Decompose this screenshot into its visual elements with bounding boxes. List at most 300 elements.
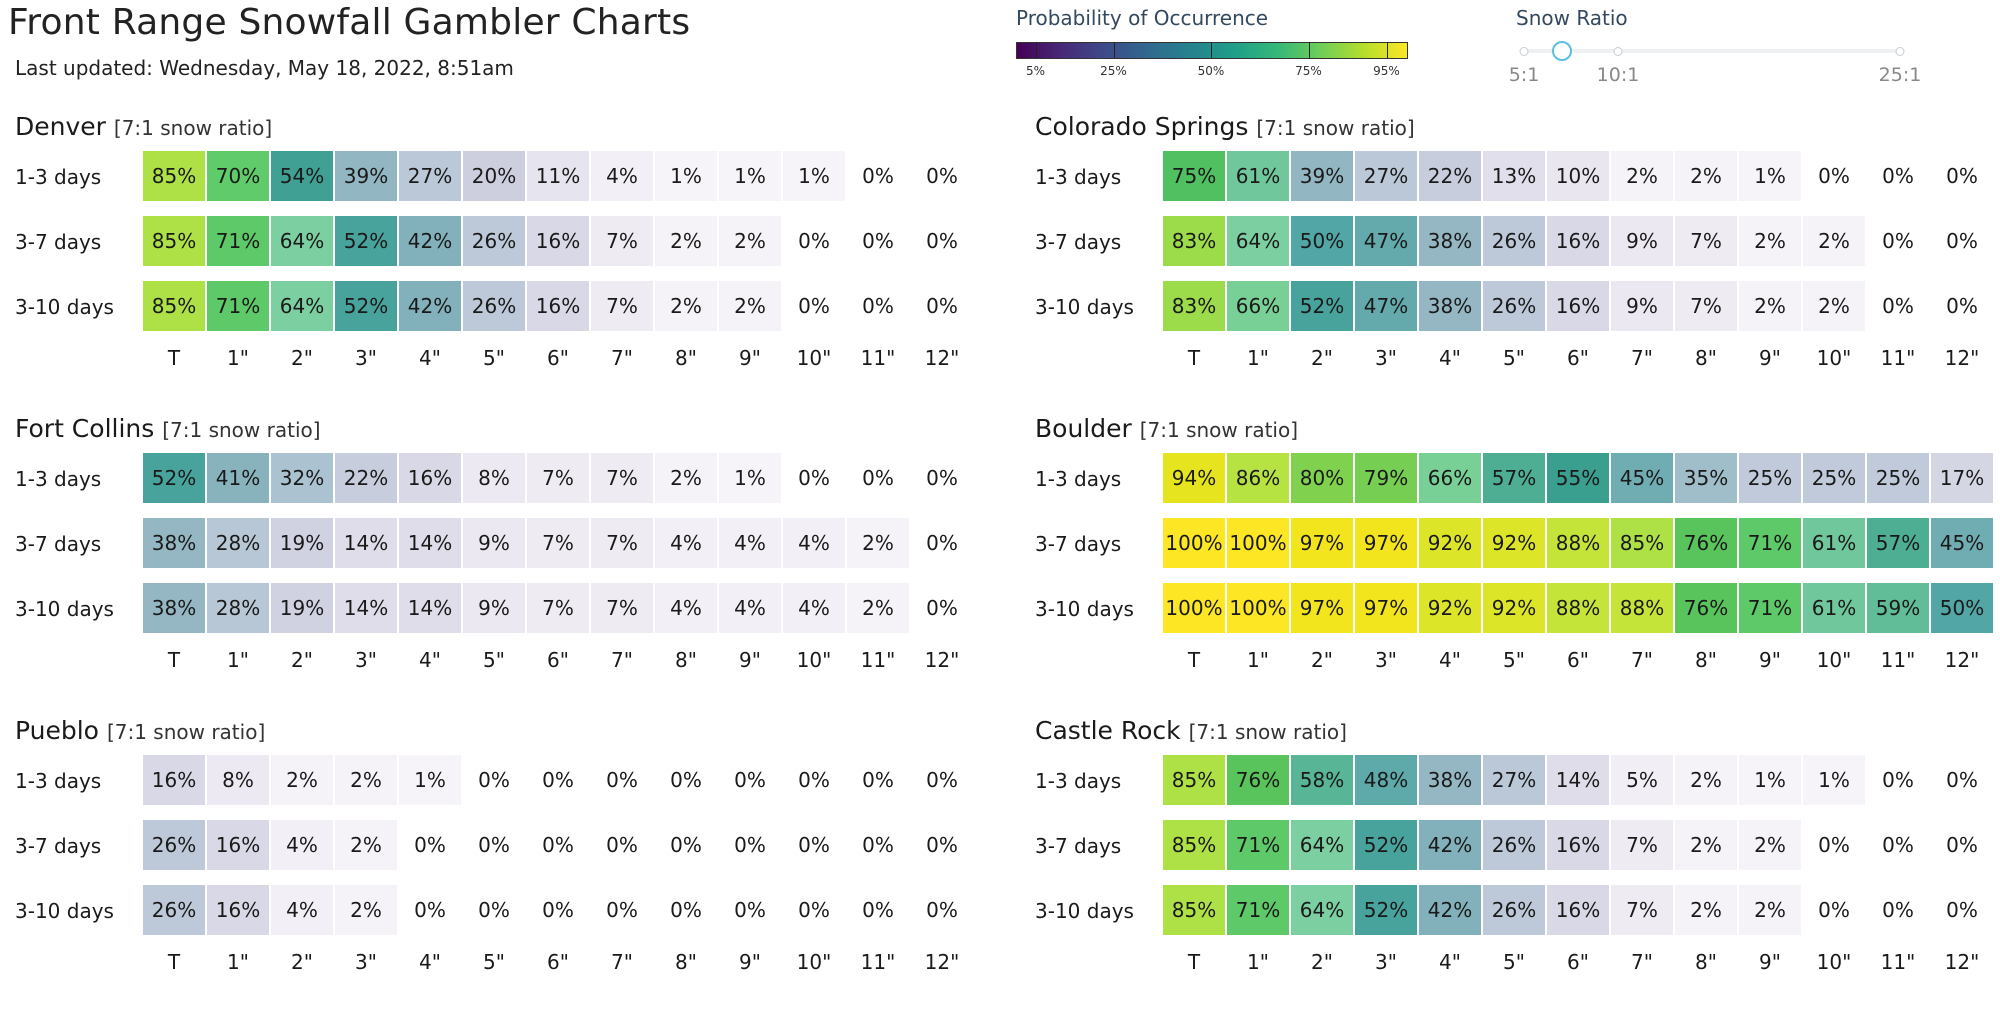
ratio-note: [7:1 snow ratio] [162, 418, 321, 442]
heatmap-cell: 94% [1163, 453, 1225, 503]
heatmap-cell: 4% [655, 518, 717, 568]
heatmap-cell: 88% [1547, 518, 1609, 568]
heatmap-cell: 64% [271, 281, 333, 331]
heatmap-cell: 64% [271, 216, 333, 266]
heatmap-cell: 0% [734, 898, 766, 922]
legend-tick-label: 95% [1373, 64, 1400, 78]
legend-tick [1036, 42, 1037, 58]
heatmap-cell: 0% [798, 768, 830, 792]
heatmap-cell: 0% [926, 768, 958, 792]
heatmap-cell: 26% [463, 216, 525, 266]
heatmap-cell: 0% [734, 768, 766, 792]
heatmap-cell: 85% [1611, 518, 1673, 568]
heatmap-cell: 97% [1291, 583, 1353, 633]
heatmap-cell: 52% [143, 453, 205, 503]
row-label: 1-3 days [15, 467, 102, 491]
column-label: 5" [1503, 648, 1525, 672]
heatmap-cell: 0% [478, 898, 510, 922]
heatmap-cell: 2% [1739, 281, 1801, 331]
column-label: 4" [419, 950, 441, 974]
chart-panel-fort-collins [15, 414, 1005, 714]
column-label: 10" [1816, 346, 1852, 370]
column-label: 8" [675, 950, 697, 974]
column-label: 8" [1695, 346, 1717, 370]
heatmap-cell: 0% [542, 833, 574, 857]
column-label: 9" [739, 346, 761, 370]
heatmap-cell: 22% [1419, 151, 1481, 201]
heatmap-cell: 35% [1675, 453, 1737, 503]
heatmap-cell: 45% [1611, 453, 1673, 503]
heatmap-cell: 0% [926, 164, 958, 188]
heatmap-cell: 64% [1227, 216, 1289, 266]
heatmap-cell: 27% [399, 151, 461, 201]
row-label: 3-10 days [1035, 899, 1134, 923]
row-label: 3-10 days [15, 295, 114, 319]
legend-colorbar [1016, 42, 1408, 78]
heatmap-cell: 88% [1611, 583, 1673, 633]
heatmap-cell: 19% [271, 583, 333, 633]
heatmap-cell: 2% [1803, 281, 1865, 331]
heatmap-cell: 4% [271, 820, 333, 870]
heatmap-cell: 71% [207, 281, 269, 331]
column-label: 11" [1880, 648, 1916, 672]
heatmap-cell: 75% [1163, 151, 1225, 201]
heatmap-cell: 0% [926, 466, 958, 490]
column-label: 4" [1439, 648, 1461, 672]
heatmap-cell: 100% [1227, 583, 1289, 633]
heatmap-cell: 41% [207, 453, 269, 503]
snow-ratio-stop[interactable] [1520, 47, 1529, 56]
row-label: 3-7 days [15, 834, 102, 858]
heatmap-cell: 0% [1882, 294, 1914, 318]
heatmap-cell: 0% [542, 898, 574, 922]
heatmap-cell: 25% [1867, 453, 1929, 503]
heatmap-cell: 11% [527, 151, 589, 201]
heatmap-cell: 52% [335, 281, 397, 331]
snow-ratio-option-label: 5:1 [1508, 64, 1540, 86]
heatmap-cell: 71% [207, 216, 269, 266]
heatmap-cell: 0% [926, 229, 958, 253]
snow-ratio-track[interactable] [1524, 49, 1904, 53]
column-label: 12" [924, 346, 960, 370]
heatmap-cell: 16% [1547, 820, 1609, 870]
column-label: 1" [1247, 648, 1269, 672]
row-label: 1-3 days [1035, 769, 1122, 793]
column-label: 7" [1631, 648, 1653, 672]
column-label: 4" [419, 648, 441, 672]
heatmap-cell: 2% [335, 755, 397, 805]
column-label: 9" [1759, 950, 1781, 974]
heatmap-cell: 2% [1675, 151, 1737, 201]
heatmap-cell: 0% [798, 833, 830, 857]
column-label: 4" [1439, 950, 1461, 974]
heatmap-cell: 0% [1946, 164, 1978, 188]
heatmap-cell: 7% [591, 216, 653, 266]
heatmap-cell: 0% [862, 229, 894, 253]
column-label: 2" [1311, 346, 1333, 370]
column-label: 3" [355, 346, 377, 370]
heatmap-cell: 85% [143, 151, 205, 201]
row-label: 1-3 days [15, 165, 102, 189]
heatmap-cell: 100% [1163, 583, 1225, 633]
heatmap-cell: 0% [926, 596, 958, 620]
heatmap-cell: 2% [1675, 885, 1737, 935]
heatmap-cell: 86% [1227, 453, 1289, 503]
heatmap-cell: 4% [719, 583, 781, 633]
city-title [1035, 716, 1347, 745]
city-name: Fort Collins [15, 414, 155, 443]
heatmap-cell: 0% [798, 229, 830, 253]
column-label: 5" [483, 346, 505, 370]
heatmap-cell: 92% [1483, 583, 1545, 633]
heatmap-cell: 66% [1419, 453, 1481, 503]
snow-ratio-option-label: 25:1 [1878, 64, 1922, 86]
heatmap-cell: 1% [1739, 151, 1801, 201]
heatmap-cell: 58% [1291, 755, 1353, 805]
heatmap-cell: 32% [271, 453, 333, 503]
heatmap-cell: 16% [1547, 281, 1609, 331]
column-label: 6" [1567, 648, 1589, 672]
heatmap-cell: 0% [926, 898, 958, 922]
row-label: 1-3 days [15, 769, 102, 793]
heatmap-cell: 0% [1946, 294, 1978, 318]
heatmap-cell: 26% [143, 885, 205, 935]
heatmap-cell: 85% [1163, 820, 1225, 870]
heatmap-cell: 4% [655, 583, 717, 633]
heatmap-cell: 57% [1483, 453, 1545, 503]
heatmap-cell: 38% [1419, 216, 1481, 266]
heatmap-cell: 38% [1419, 755, 1481, 805]
column-label: 8" [675, 648, 697, 672]
heatmap-cell: 92% [1419, 583, 1481, 633]
heatmap-cell: 52% [1291, 281, 1353, 331]
heatmap-cell: 39% [1291, 151, 1353, 201]
ratio-note: [7:1 snow ratio] [106, 720, 266, 744]
heatmap-cell: 2% [655, 453, 717, 503]
heatmap-cell: 16% [1547, 216, 1609, 266]
chart-panel-colorado-springs [1035, 112, 2000, 412]
heatmap-cell: 71% [1227, 820, 1289, 870]
column-label: 11" [1880, 346, 1916, 370]
column-label: 2" [291, 346, 313, 370]
heatmap-cell: 7% [1611, 820, 1673, 870]
heatmap-cell: 26% [143, 820, 205, 870]
heatmap-cell: 7% [1675, 216, 1737, 266]
heatmap-cell: 9% [463, 583, 525, 633]
column-label: 9" [739, 648, 761, 672]
row-label: 3-10 days [15, 597, 114, 621]
heatmap-cell: 47% [1355, 281, 1417, 331]
column-label: 12" [924, 648, 960, 672]
heatmap-cell: 14% [399, 518, 461, 568]
row-label: 3-10 days [1035, 597, 1134, 621]
column-label: 11" [860, 950, 896, 974]
heatmap-cell: 70% [207, 151, 269, 201]
column-label: 9" [739, 950, 761, 974]
heatmap-cell: 26% [1483, 216, 1545, 266]
heatmap-cell: 0% [414, 898, 446, 922]
snow-ratio-title: Snow Ratio [1516, 6, 1628, 30]
heatmap-cell: 61% [1227, 151, 1289, 201]
chart-panel-denver [15, 112, 1005, 412]
column-label: 4" [1439, 346, 1461, 370]
heatmap-cell: 0% [862, 768, 894, 792]
column-label: T [1187, 950, 1201, 974]
heatmap-cell: 100% [1227, 518, 1289, 568]
column-label: 10" [1816, 648, 1852, 672]
legend-tick [1114, 42, 1115, 58]
heatmap-cell: 54% [271, 151, 333, 201]
column-label: 6" [547, 648, 569, 672]
column-label: 8" [1695, 648, 1717, 672]
column-label: 10" [796, 346, 832, 370]
column-label: 5" [1503, 346, 1525, 370]
heatmap-cell: 52% [335, 216, 397, 266]
column-label: 8" [1695, 950, 1717, 974]
column-label: 6" [1567, 950, 1589, 974]
city-title [1035, 414, 1298, 443]
heatmap-cell: 7% [591, 518, 653, 568]
column-label: 9" [1759, 648, 1781, 672]
heatmap-cell: 9% [463, 518, 525, 568]
column-label: 3" [355, 950, 377, 974]
heatmap-cell: 2% [1739, 216, 1801, 266]
row-label: 3-7 days [1035, 230, 1122, 254]
city-name: Boulder [1035, 414, 1132, 443]
legend-tick [1211, 42, 1212, 58]
last-updated: Last updated: Wednesday, May 18, 2022, 8:51am [15, 56, 514, 80]
heatmap-cell: 76% [1227, 755, 1289, 805]
column-label: 2" [1311, 648, 1333, 672]
heatmap-cell: 0% [670, 898, 702, 922]
column-label: 5" [483, 950, 505, 974]
heatmap-cell: 20% [463, 151, 525, 201]
heatmap-cell: 17% [1931, 453, 1993, 503]
heatmap-cell: 7% [527, 518, 589, 568]
snow-ratio-stop[interactable] [1614, 47, 1623, 56]
snow-ratio-option-label: 10:1 [1596, 64, 1640, 86]
chart-panel-pueblo [15, 716, 1005, 1016]
heatmap-cell: 0% [926, 531, 958, 555]
column-label: 12" [1944, 950, 1980, 974]
heatmap-cell: 85% [1163, 885, 1225, 935]
heatmap-cell: 0% [1882, 833, 1914, 857]
heatmap-cell: 1% [719, 151, 781, 201]
heatmap-cell: 19% [271, 518, 333, 568]
heatmap-cell: 76% [1675, 518, 1737, 568]
column-label: 2" [1311, 950, 1333, 974]
column-label: 1" [1247, 346, 1269, 370]
heatmap-cell: 83% [1163, 216, 1225, 266]
heatmap-cell: 80% [1291, 453, 1353, 503]
heatmap-cell: 2% [1675, 820, 1737, 870]
column-label: 12" [1944, 648, 1980, 672]
column-label: 11" [1880, 950, 1916, 974]
heatmap-cell: 0% [670, 833, 702, 857]
heatmap-cell: 7% [591, 281, 653, 331]
heatmap-cell: 0% [478, 768, 510, 792]
column-label: 10" [796, 950, 832, 974]
heatmap-cell: 52% [1355, 820, 1417, 870]
heatmap-cell: 50% [1931, 583, 1993, 633]
heatmap-cell: 71% [1739, 518, 1801, 568]
heatmap-cell: 7% [1611, 885, 1673, 935]
heatmap-cell: 0% [1882, 768, 1914, 792]
heatmap-cell: 16% [399, 453, 461, 503]
chart-panel-castle-rock [1035, 716, 2000, 1016]
column-label: 1" [1247, 950, 1269, 974]
heatmap-cell: 71% [1227, 885, 1289, 935]
heatmap-cell: 26% [1483, 820, 1545, 870]
legend-tick [1309, 42, 1310, 58]
heatmap-cell: 85% [143, 281, 205, 331]
heatmap-cell: 61% [1803, 518, 1865, 568]
heatmap-cell: 25% [1803, 453, 1865, 503]
heatmap-cell: 0% [1882, 229, 1914, 253]
heatmap-cell: 2% [1803, 216, 1865, 266]
column-label: 2" [291, 648, 313, 672]
legend-gradient [1016, 42, 1408, 59]
heatmap-cell: 0% [734, 833, 766, 857]
city-title [15, 716, 265, 745]
heatmap-cell: 0% [1946, 833, 1978, 857]
heatmap-cell: 10% [1547, 151, 1609, 201]
column-label: 8" [675, 346, 697, 370]
heatmap-cell: 2% [335, 885, 397, 935]
ratio-note: [7:1 snow ratio] [1256, 116, 1415, 140]
heatmap-cell: 14% [335, 583, 397, 633]
column-label: 1" [227, 950, 249, 974]
heatmap-cell: 0% [542, 768, 574, 792]
heatmap-cell: 97% [1291, 518, 1353, 568]
heatmap-cell: 0% [862, 833, 894, 857]
snow-ratio-handle[interactable] [1552, 41, 1572, 61]
heatmap-cell: 38% [143, 583, 205, 633]
column-label: 6" [1567, 346, 1589, 370]
column-label: 3" [355, 648, 377, 672]
legend-tick-label: 75% [1295, 64, 1322, 78]
heatmap-cell: 57% [1867, 518, 1929, 568]
row-label: 3-7 days [1035, 834, 1122, 858]
ratio-note: [7:1 snow ratio] [113, 116, 273, 140]
heatmap-cell: 0% [1946, 229, 1978, 253]
heatmap-cell: 0% [798, 898, 830, 922]
row-label: 3-10 days [15, 899, 114, 923]
heatmap-cell: 8% [463, 453, 525, 503]
heatmap-cell: 7% [591, 453, 653, 503]
legend-tick-label: 50% [1197, 64, 1225, 78]
heatmap-cell: 50% [1291, 216, 1353, 266]
heatmap-cell: 1% [719, 453, 781, 503]
heatmap-cell: 7% [1675, 281, 1737, 331]
row-label: 3-7 days [15, 230, 102, 254]
heatmap-cell: 42% [399, 281, 461, 331]
heatmap-cell: 9% [1611, 216, 1673, 266]
heatmap-cell: 2% [1739, 820, 1801, 870]
heatmap-cell: 42% [1419, 885, 1481, 935]
heatmap-cell: 45% [1931, 518, 1993, 568]
heatmap-cell: 16% [143, 755, 205, 805]
heatmap-cell: 4% [783, 518, 845, 568]
snow-ratio-stop[interactable] [1896, 47, 1905, 56]
heatmap-cell: 0% [414, 833, 446, 857]
legend-tick-label: 25% [1100, 64, 1127, 78]
heatmap-cell: 14% [335, 518, 397, 568]
heatmap-cell: 83% [1163, 281, 1225, 331]
heatmap-cell: 97% [1355, 583, 1417, 633]
heatmap-cell: 42% [399, 216, 461, 266]
column-label: 2" [291, 950, 313, 974]
heatmap-cell: 27% [1483, 755, 1545, 805]
heatmap-cell: 0% [862, 466, 894, 490]
column-label: 3" [1375, 950, 1397, 974]
heatmap-cell: 26% [1483, 281, 1545, 331]
heatmap-cell: 61% [1803, 583, 1865, 633]
heatmap-cell: 22% [335, 453, 397, 503]
row-label: 3-7 days [1035, 532, 1122, 556]
column-label: 9" [1759, 346, 1781, 370]
heatmap-cell: 7% [527, 583, 589, 633]
heatmap-cell: 0% [926, 833, 958, 857]
chart-panel-boulder [1035, 414, 2000, 714]
heatmap-cell: 92% [1419, 518, 1481, 568]
city-title [15, 414, 321, 443]
heatmap-cell: 26% [463, 281, 525, 331]
column-label: T [167, 648, 181, 672]
column-label: T [167, 950, 181, 974]
heatmap-cell: 2% [847, 583, 909, 633]
heatmap-cell: 0% [926, 294, 958, 318]
column-label: 7" [611, 346, 633, 370]
heatmap-cell: 5% [1611, 755, 1673, 805]
heatmap-cell: 71% [1739, 583, 1801, 633]
heatmap-cell: 14% [1547, 755, 1609, 805]
heatmap-cell: 0% [862, 164, 894, 188]
heatmap-cell: 0% [798, 294, 830, 318]
heatmap-cell: 0% [1946, 898, 1978, 922]
heatmap-cell: 9% [1611, 281, 1673, 331]
column-label: T [1187, 346, 1201, 370]
heatmap-cell: 92% [1483, 518, 1545, 568]
column-label: 6" [547, 950, 569, 974]
heatmap-cell: 39% [335, 151, 397, 201]
column-label: 5" [483, 648, 505, 672]
heatmap-cell: 16% [207, 820, 269, 870]
column-label: 6" [547, 346, 569, 370]
heatmap-cell: 2% [719, 281, 781, 331]
heatmap-cell: 16% [207, 885, 269, 935]
heatmap-cell: 2% [847, 518, 909, 568]
city-name: Denver [15, 112, 106, 141]
column-label: 10" [796, 648, 832, 672]
heatmap-cell: 1% [399, 755, 461, 805]
column-label: 7" [611, 950, 633, 974]
heatmap-cell: 1% [1739, 755, 1801, 805]
heatmap-cell: 2% [655, 216, 717, 266]
heatmap-cell: 76% [1675, 583, 1737, 633]
heatmap-cell: 0% [1818, 898, 1850, 922]
legend-title: Probability of Occurrence [1016, 6, 1269, 30]
heatmap-cell: 1% [1803, 755, 1865, 805]
heatmap-cell: 4% [591, 151, 653, 201]
heatmap-cell: 2% [655, 281, 717, 331]
heatmap-cell: 8% [207, 755, 269, 805]
heatmap-cell: 100% [1163, 518, 1225, 568]
heatmap-cell: 2% [1675, 755, 1737, 805]
legend-tick [1387, 42, 1388, 58]
heatmap-cell: 7% [591, 583, 653, 633]
column-label: 5" [1503, 950, 1525, 974]
